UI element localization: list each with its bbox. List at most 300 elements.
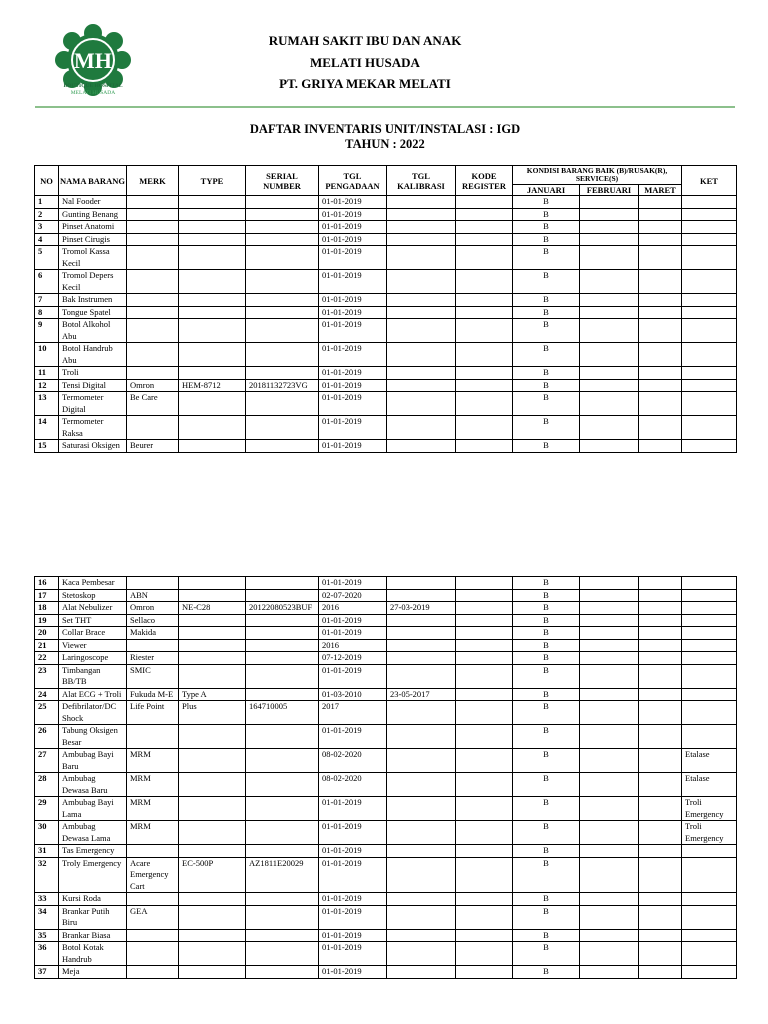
cell-kode-register bbox=[456, 270, 513, 294]
cell-tgl-kalibrasi bbox=[387, 749, 456, 773]
cell-januari: B bbox=[513, 652, 580, 665]
cell-no: 2 bbox=[35, 208, 59, 221]
cell-februari bbox=[580, 294, 639, 307]
cell-tgl-pengadaan: 01-01-2019 bbox=[319, 627, 387, 640]
cell-type bbox=[179, 627, 246, 640]
cell-maret bbox=[639, 773, 682, 797]
cell-ket bbox=[682, 664, 737, 688]
cell-serial-number bbox=[246, 845, 319, 858]
cell-maret bbox=[639, 821, 682, 845]
cell-no: 36 bbox=[35, 942, 59, 966]
cell-februari bbox=[580, 270, 639, 294]
cell-tgl-pengadaan: 01-01-2019 bbox=[319, 966, 387, 979]
cell-januari: B bbox=[513, 701, 580, 725]
cell-no: 28 bbox=[35, 773, 59, 797]
cell-januari: B bbox=[513, 306, 580, 319]
cell-kode-register bbox=[456, 367, 513, 380]
cell-tgl-kalibrasi bbox=[387, 246, 456, 270]
cell-februari bbox=[580, 306, 639, 319]
cell-no: 15 bbox=[35, 440, 59, 453]
cell-tgl-kalibrasi bbox=[387, 701, 456, 725]
cell-maret bbox=[639, 845, 682, 858]
cell-ket bbox=[682, 893, 737, 906]
cell-kode-register bbox=[456, 725, 513, 749]
cell-maret bbox=[639, 246, 682, 270]
cell-no: 16 bbox=[35, 577, 59, 590]
cell-tgl-pengadaan: 01-01-2019 bbox=[319, 343, 387, 367]
cell-januari: B bbox=[513, 773, 580, 797]
cell-februari bbox=[580, 246, 639, 270]
cell-nama-barang: Alat Nebulizer bbox=[59, 602, 127, 615]
cell-type bbox=[179, 614, 246, 627]
cell-tgl-kalibrasi bbox=[387, 306, 456, 319]
cell-merk: Makida bbox=[127, 627, 179, 640]
cell-tgl-kalibrasi bbox=[387, 627, 456, 640]
table-row bbox=[35, 196, 737, 209]
cell-serial-number bbox=[246, 577, 319, 590]
cell-serial-number bbox=[246, 942, 319, 966]
document-year: TAHUN : 2022 bbox=[345, 137, 425, 151]
cell-tgl-kalibrasi bbox=[387, 821, 456, 845]
table-row bbox=[35, 942, 737, 966]
cell-kode-register bbox=[456, 664, 513, 688]
cell-serial-number bbox=[246, 725, 319, 749]
table-row bbox=[35, 392, 737, 416]
cell-tgl-pengadaan: 01-01-2019 bbox=[319, 221, 387, 234]
hospital-name: RUMAH SAKIT IBU DAN ANAK bbox=[268, 33, 462, 48]
cell-januari: B bbox=[513, 379, 580, 392]
cell-ket bbox=[682, 416, 737, 440]
cell-serial-number bbox=[246, 367, 319, 380]
logo-caption bbox=[50, 83, 136, 97]
cell-kode-register bbox=[456, 246, 513, 270]
cell-tgl-kalibrasi bbox=[387, 857, 456, 893]
cell-februari bbox=[580, 379, 639, 392]
cell-merk: Omron bbox=[127, 379, 179, 392]
cell-no: 29 bbox=[35, 797, 59, 821]
cell-ket bbox=[682, 966, 737, 979]
cell-serial-number bbox=[246, 246, 319, 270]
cell-tgl-pengadaan: 01-01-2019 bbox=[319, 845, 387, 858]
cell-tgl-kalibrasi bbox=[387, 221, 456, 234]
cell-merk: MRM bbox=[127, 749, 179, 773]
cell-januari: B bbox=[513, 966, 580, 979]
cell-kode-register bbox=[456, 627, 513, 640]
cell-maret bbox=[639, 725, 682, 749]
cell-no: 8 bbox=[35, 306, 59, 319]
cell-tgl-kalibrasi bbox=[387, 589, 456, 602]
cell-kode-register bbox=[456, 577, 513, 590]
cell-januari: B bbox=[513, 725, 580, 749]
cell-tgl-pengadaan: 01-01-2019 bbox=[319, 208, 387, 221]
cell-kode-register bbox=[456, 773, 513, 797]
cell-type bbox=[179, 639, 246, 652]
cell-tgl-kalibrasi bbox=[387, 773, 456, 797]
cell-tgl-pengadaan: 01-01-2019 bbox=[319, 416, 387, 440]
cell-tgl-pengadaan: 01-01-2019 bbox=[319, 857, 387, 893]
cell-tgl-pengadaan: 08-02-2020 bbox=[319, 773, 387, 797]
cell-februari bbox=[580, 773, 639, 797]
cell-januari: B bbox=[513, 270, 580, 294]
cell-nama-barang: Troly Emergency bbox=[59, 857, 127, 893]
cell-ket bbox=[682, 845, 737, 858]
cell-merk: MRM bbox=[127, 773, 179, 797]
cell-no: 34 bbox=[35, 905, 59, 929]
cell-nama-barang: Tas Emergency bbox=[59, 845, 127, 858]
table-row bbox=[35, 294, 737, 307]
cell-januari: B bbox=[513, 614, 580, 627]
cell-tgl-pengadaan: 01-01-2019 bbox=[319, 797, 387, 821]
cell-ket bbox=[682, 577, 737, 590]
cell-maret bbox=[639, 749, 682, 773]
cell-merk: MRM bbox=[127, 821, 179, 845]
cell-type bbox=[179, 392, 246, 416]
cell-tgl-kalibrasi bbox=[387, 440, 456, 453]
cell-type bbox=[179, 577, 246, 590]
cell-nama-barang: Ambubag Bayi Baru bbox=[59, 749, 127, 773]
cell-maret bbox=[639, 589, 682, 602]
cell-merk: Life Point bbox=[127, 701, 179, 725]
cell-tgl-pengadaan: 01-01-2019 bbox=[319, 196, 387, 209]
cell-tgl-kalibrasi bbox=[387, 725, 456, 749]
table-row bbox=[35, 905, 737, 929]
cell-ket bbox=[682, 614, 737, 627]
cell-januari: B bbox=[513, 749, 580, 773]
cell-tgl-pengadaan: 01-01-2019 bbox=[319, 893, 387, 906]
cell-kode-register bbox=[456, 857, 513, 893]
cell-januari: B bbox=[513, 392, 580, 416]
cell-tgl-pengadaan: 01-01-2019 bbox=[319, 367, 387, 380]
table-row bbox=[35, 627, 737, 640]
cell-maret bbox=[639, 379, 682, 392]
cell-type bbox=[179, 343, 246, 367]
table-row bbox=[35, 773, 737, 797]
cell-ket: Troli Emergency bbox=[682, 821, 737, 845]
cell-tgl-kalibrasi bbox=[387, 270, 456, 294]
cell-merk: Riester bbox=[127, 652, 179, 665]
cell-no: 27 bbox=[35, 749, 59, 773]
cell-nama-barang: Ambubag Bayi Lama bbox=[59, 797, 127, 821]
cell-serial-number bbox=[246, 306, 319, 319]
cell-merk: Be Care bbox=[127, 392, 179, 416]
cell-nama-barang: Tromol Depers Kecil bbox=[59, 270, 127, 294]
cell-serial-number bbox=[246, 294, 319, 307]
col-januari: JANUARI bbox=[513, 185, 580, 196]
cell-maret bbox=[639, 343, 682, 367]
cell-merk bbox=[127, 942, 179, 966]
cell-nama-barang: Ambubag Dewasa Lama bbox=[59, 821, 127, 845]
table-row bbox=[35, 233, 737, 246]
cell-merk: ABN bbox=[127, 589, 179, 602]
table-row bbox=[35, 821, 737, 845]
cell-tgl-kalibrasi bbox=[387, 392, 456, 416]
cell-type: NE-C28 bbox=[179, 602, 246, 615]
company-name: PT. GRIYA MEKAR MELATI bbox=[279, 76, 451, 91]
cell-ket bbox=[682, 627, 737, 640]
cell-maret bbox=[639, 664, 682, 688]
cell-januari: B bbox=[513, 845, 580, 858]
cell-no: 10 bbox=[35, 343, 59, 367]
cell-februari bbox=[580, 821, 639, 845]
cell-type bbox=[179, 367, 246, 380]
cell-tgl-kalibrasi bbox=[387, 416, 456, 440]
cell-merk: SMIC bbox=[127, 664, 179, 688]
cell-januari: B bbox=[513, 577, 580, 590]
cell-februari bbox=[580, 208, 639, 221]
cell-januari: B bbox=[513, 797, 580, 821]
cell-tgl-kalibrasi: 23-05-2017 bbox=[387, 688, 456, 701]
cell-type bbox=[179, 246, 246, 270]
cell-kode-register bbox=[456, 797, 513, 821]
cell-nama-barang: Bak Instrumen bbox=[59, 294, 127, 307]
cell-tgl-pengadaan: 01-01-2019 bbox=[319, 319, 387, 343]
cell-januari: B bbox=[513, 664, 580, 688]
cell-januari: B bbox=[513, 319, 580, 343]
cell-tgl-pengadaan: 01-01-2019 bbox=[319, 821, 387, 845]
cell-nama-barang: Collar Brace bbox=[59, 627, 127, 640]
col-februari: FEBRUARI bbox=[580, 185, 639, 196]
cell-tgl-kalibrasi bbox=[387, 639, 456, 652]
cell-serial-number bbox=[246, 392, 319, 416]
col-maret: MARET bbox=[639, 185, 682, 196]
cell-januari: B bbox=[513, 602, 580, 615]
cell-no: 21 bbox=[35, 639, 59, 652]
cell-ket: Etalase bbox=[682, 773, 737, 797]
cell-februari bbox=[580, 797, 639, 821]
cell-serial-number bbox=[246, 440, 319, 453]
cell-kode-register bbox=[456, 416, 513, 440]
cell-merk bbox=[127, 367, 179, 380]
cell-maret bbox=[639, 208, 682, 221]
col-no: NO bbox=[35, 166, 59, 196]
cell-ket bbox=[682, 725, 737, 749]
cell-nama-barang: Kursi Roda bbox=[59, 893, 127, 906]
table-row bbox=[35, 379, 737, 392]
cell-ket bbox=[682, 639, 737, 652]
cell-merk bbox=[127, 306, 179, 319]
cell-nama-barang: Tensi Digital bbox=[59, 379, 127, 392]
cell-januari: B bbox=[513, 929, 580, 942]
table-row bbox=[35, 614, 737, 627]
cell-nama-barang: Timbangan BB/TB bbox=[59, 664, 127, 688]
cell-februari bbox=[580, 929, 639, 942]
cell-tgl-pengadaan: 01-01-2019 bbox=[319, 942, 387, 966]
cell-merk: Acare Emergency Cart bbox=[127, 857, 179, 893]
cell-februari bbox=[580, 221, 639, 234]
cell-no: 26 bbox=[35, 725, 59, 749]
table-body-page2 bbox=[35, 577, 737, 979]
inventory-table-page2 bbox=[34, 576, 737, 979]
col-tgl-pengadaan: TGL PENGADAAN bbox=[319, 166, 387, 196]
cell-kode-register bbox=[456, 893, 513, 906]
cell-ket bbox=[682, 196, 737, 209]
cell-tgl-kalibrasi bbox=[387, 196, 456, 209]
cell-serial-number bbox=[246, 221, 319, 234]
cell-februari bbox=[580, 627, 639, 640]
cell-tgl-pengadaan: 01-01-2019 bbox=[319, 306, 387, 319]
cell-type bbox=[179, 725, 246, 749]
cell-nama-barang: Tongue Spatel bbox=[59, 306, 127, 319]
col-type: TYPE bbox=[179, 166, 246, 196]
cell-merk bbox=[127, 343, 179, 367]
cell-serial-number bbox=[246, 966, 319, 979]
cell-maret bbox=[639, 367, 682, 380]
cell-type: Type A bbox=[179, 688, 246, 701]
cell-ket: Etalase bbox=[682, 749, 737, 773]
cell-tgl-kalibrasi bbox=[387, 233, 456, 246]
cell-nama-barang: Termometer Raksa bbox=[59, 416, 127, 440]
cell-ket bbox=[682, 270, 737, 294]
cell-nama-barang: Troli bbox=[59, 367, 127, 380]
cell-tgl-pengadaan: 01-01-2019 bbox=[319, 233, 387, 246]
cell-no: 5 bbox=[35, 246, 59, 270]
cell-type bbox=[179, 845, 246, 858]
cell-tgl-kalibrasi: 27-03-2019 bbox=[387, 602, 456, 615]
cell-tgl-kalibrasi bbox=[387, 929, 456, 942]
cell-tgl-pengadaan: 01-01-2019 bbox=[319, 270, 387, 294]
cell-serial-number: 164710005 bbox=[246, 701, 319, 725]
cell-tgl-pengadaan: 01-01-2019 bbox=[319, 577, 387, 590]
cell-serial-number bbox=[246, 208, 319, 221]
cell-ket bbox=[682, 246, 737, 270]
logo-caption-line2: MELATI HUSADA bbox=[70, 90, 116, 96]
cell-kode-register bbox=[456, 701, 513, 725]
cell-nama-barang: Stetoskop bbox=[59, 589, 127, 602]
cell-no: 9 bbox=[35, 319, 59, 343]
table-row bbox=[35, 652, 737, 665]
cell-kode-register bbox=[456, 343, 513, 367]
cell-nama-barang: Laringoscope bbox=[59, 652, 127, 665]
cell-ket bbox=[682, 392, 737, 416]
cell-tgl-kalibrasi bbox=[387, 942, 456, 966]
cell-type bbox=[179, 221, 246, 234]
cell-ket bbox=[682, 652, 737, 665]
cell-februari bbox=[580, 319, 639, 343]
logo-caption-line1: BOUTIQUE HOSPITAL bbox=[63, 83, 123, 89]
cell-merk bbox=[127, 208, 179, 221]
cell-serial-number bbox=[246, 270, 319, 294]
cell-type bbox=[179, 664, 246, 688]
cell-ket bbox=[682, 701, 737, 725]
cell-kode-register bbox=[456, 306, 513, 319]
cell-maret bbox=[639, 577, 682, 590]
cell-januari: B bbox=[513, 821, 580, 845]
cell-kode-register bbox=[456, 294, 513, 307]
cell-februari bbox=[580, 196, 639, 209]
cell-no: 25 bbox=[35, 701, 59, 725]
cell-merk bbox=[127, 319, 179, 343]
cell-februari bbox=[580, 845, 639, 858]
cell-nama-barang: Ambubag Dewasa Baru bbox=[59, 773, 127, 797]
cell-nama-barang: Alat ECG + Troli bbox=[59, 688, 127, 701]
table-row bbox=[35, 589, 737, 602]
cell-februari bbox=[580, 857, 639, 893]
cell-ket bbox=[682, 294, 737, 307]
cell-maret bbox=[639, 614, 682, 627]
cell-januari: B bbox=[513, 208, 580, 221]
cell-maret bbox=[639, 233, 682, 246]
cell-kode-register bbox=[456, 233, 513, 246]
cell-januari: B bbox=[513, 688, 580, 701]
cell-februari bbox=[580, 652, 639, 665]
cell-kode-register bbox=[456, 440, 513, 453]
table-row bbox=[35, 416, 737, 440]
cell-kode-register bbox=[456, 208, 513, 221]
cell-februari bbox=[580, 233, 639, 246]
cell-maret bbox=[639, 270, 682, 294]
cell-kode-register bbox=[456, 221, 513, 234]
cell-ket bbox=[682, 221, 737, 234]
cell-tgl-pengadaan: 01-01-2019 bbox=[319, 929, 387, 942]
cell-no: 11 bbox=[35, 367, 59, 380]
cell-februari bbox=[580, 725, 639, 749]
cell-serial-number bbox=[246, 688, 319, 701]
cell-type: Plus bbox=[179, 701, 246, 725]
cell-serial-number bbox=[246, 589, 319, 602]
table-row bbox=[35, 270, 737, 294]
table-row bbox=[35, 857, 737, 893]
cell-ket bbox=[682, 589, 737, 602]
cell-februari bbox=[580, 602, 639, 615]
col-kondisi: KONDISI BARANG BAIK (B)/RUSAK(R), SERVICE(S) bbox=[513, 166, 682, 185]
cell-ket bbox=[682, 440, 737, 453]
cell-type bbox=[179, 196, 246, 209]
cell-januari: B bbox=[513, 905, 580, 929]
cell-ket bbox=[682, 905, 737, 929]
cell-januari: B bbox=[513, 627, 580, 640]
cell-nama-barang: Pinset Anatomi bbox=[59, 221, 127, 234]
cell-no: 35 bbox=[35, 929, 59, 942]
col-serial: SERIAL NUMBER bbox=[246, 166, 319, 196]
cell-januari: B bbox=[513, 857, 580, 893]
cell-merk bbox=[127, 845, 179, 858]
cell-serial-number bbox=[246, 627, 319, 640]
cell-tgl-kalibrasi bbox=[387, 966, 456, 979]
cell-type bbox=[179, 929, 246, 942]
hospital-subname: MELATI HUSADA bbox=[310, 55, 420, 70]
table-row bbox=[35, 688, 737, 701]
table-body-page1 bbox=[35, 196, 737, 453]
cell-serial-number bbox=[246, 929, 319, 942]
cell-maret bbox=[639, 688, 682, 701]
cell-maret bbox=[639, 319, 682, 343]
cell-kode-register bbox=[456, 929, 513, 942]
cell-no: 31 bbox=[35, 845, 59, 858]
table-row bbox=[35, 367, 737, 380]
cell-februari bbox=[580, 688, 639, 701]
cell-merk bbox=[127, 294, 179, 307]
cell-serial-number bbox=[246, 893, 319, 906]
cell-no: 19 bbox=[35, 614, 59, 627]
table-row bbox=[35, 602, 737, 615]
cell-ket: Troli Emergency bbox=[682, 797, 737, 821]
cell-no: 17 bbox=[35, 589, 59, 602]
table-row bbox=[35, 929, 737, 942]
cell-merk bbox=[127, 196, 179, 209]
table-row bbox=[35, 221, 737, 234]
cell-serial-number bbox=[246, 821, 319, 845]
cell-kode-register bbox=[456, 589, 513, 602]
cell-type bbox=[179, 893, 246, 906]
cell-nama-barang: Nal Fooder bbox=[59, 196, 127, 209]
cell-tgl-pengadaan: 01-03-2010 bbox=[319, 688, 387, 701]
cell-kode-register bbox=[456, 749, 513, 773]
cell-tgl-kalibrasi bbox=[387, 905, 456, 929]
cell-kode-register bbox=[456, 688, 513, 701]
cell-no: 33 bbox=[35, 893, 59, 906]
cell-nama-barang: Kaca Pembesar bbox=[59, 577, 127, 590]
cell-januari: B bbox=[513, 942, 580, 966]
